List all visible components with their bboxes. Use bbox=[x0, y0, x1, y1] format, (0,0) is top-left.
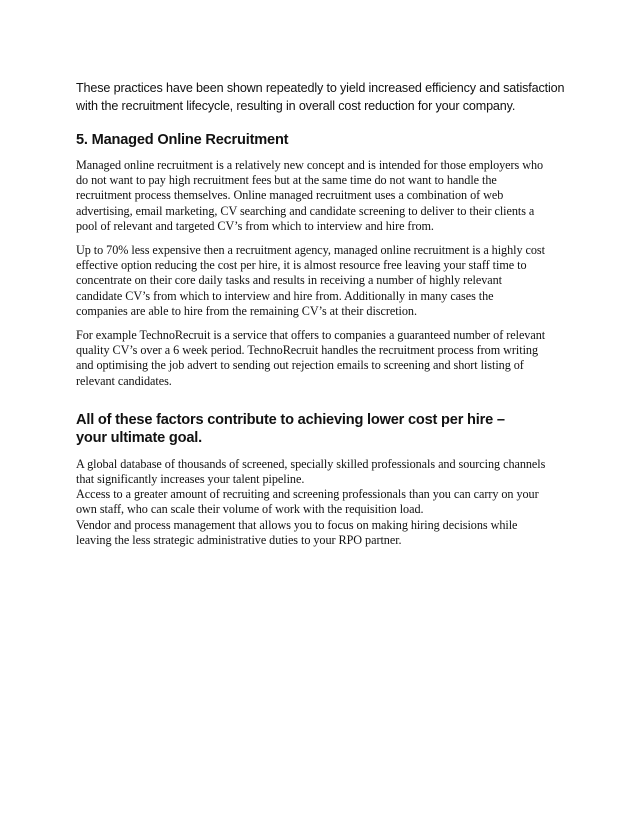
managed-paragraph-1 bbox=[76, 158, 576, 234]
text-line: Managed online recruitment is a relatively new concept and is intended for those employers who bbox=[76, 158, 544, 172]
text-line: that significantly increases your talent pipeline. bbox=[76, 472, 305, 487]
heading-line: All of these factors contribute to achieving lower cost per hire – bbox=[76, 411, 505, 428]
intro-line: These practices have been shown repeatedly to yield increased efficiency and satisfaction bbox=[76, 81, 565, 95]
text-line: relevant candidates. bbox=[76, 373, 172, 388]
text-line: own staff, who can scale their volume of work with the requisition load. bbox=[76, 502, 424, 517]
text-line: recruitment process themselves. Online managed recruitment uses a combination of web bbox=[76, 188, 504, 203]
text-line: concentrate on their core daily tasks and results in receiving a number of highly relevant bbox=[76, 273, 502, 288]
text-line: pool of relevant and targeted CV’s from which to interview and hire from. bbox=[76, 218, 434, 233]
text-line: For example TechnoRecruit is a service that offers to companies a guaranteed number of relevant bbox=[76, 328, 546, 343]
text-line: advertising, email marketing, CV searching and candidate screening to deliver to their clients a bbox=[76, 203, 535, 218]
managed-paragraph-3 bbox=[76, 328, 576, 389]
page-content bbox=[76, 79, 576, 548]
text-line: quality CV’s over a 6 week period. TechnoRecruit handles the recruitment process from writing bbox=[76, 343, 539, 358]
text-line: effective option reducing the cost per hire, it is almost resource free leaving your staff time to bbox=[76, 258, 527, 273]
text-line: do not want to pay high recruitment fees but at the same time do not want to handle the bbox=[76, 173, 497, 188]
text-line: Vendor and process management that allows you to focus on making hiring decisions while bbox=[76, 517, 518, 532]
text-line: and optimising the job advert to sending out rejection emails to screening and short listing of bbox=[76, 358, 524, 373]
text-line: Up to 70% less expensive then a recruitment agency, managed online recruitment is a highly cost bbox=[76, 243, 545, 258]
intro-line: with the recruitment lifecycle, resulting in overall cost reduction for your company. bbox=[76, 99, 516, 113]
section-heading-managed-online-recruitment: 5. Managed Online Recruitment bbox=[76, 132, 289, 148]
factors-paragraph bbox=[76, 457, 576, 548]
text-line: A global database of thousands of screened, specially skilled professionals and sourcing channels bbox=[76, 456, 546, 471]
intro-paragraph bbox=[76, 79, 576, 115]
section-heading-lower-cost-per-hire bbox=[76, 411, 576, 447]
text-line: Access to a greater amount of recruiting and screening professionals than you can carry on your bbox=[76, 487, 539, 502]
text-line: companies are able to hire from the remaining CV’s at their discretion. bbox=[76, 303, 417, 318]
text-line: leaving the less strategic administrative duties to your RPO partner. bbox=[76, 532, 402, 547]
heading-line: your ultimate goal. bbox=[76, 429, 202, 446]
text-line: candidate CV’s from which to interview and hire from. Additionally in many cases the bbox=[76, 288, 494, 303]
managed-paragraph-2 bbox=[76, 243, 576, 319]
